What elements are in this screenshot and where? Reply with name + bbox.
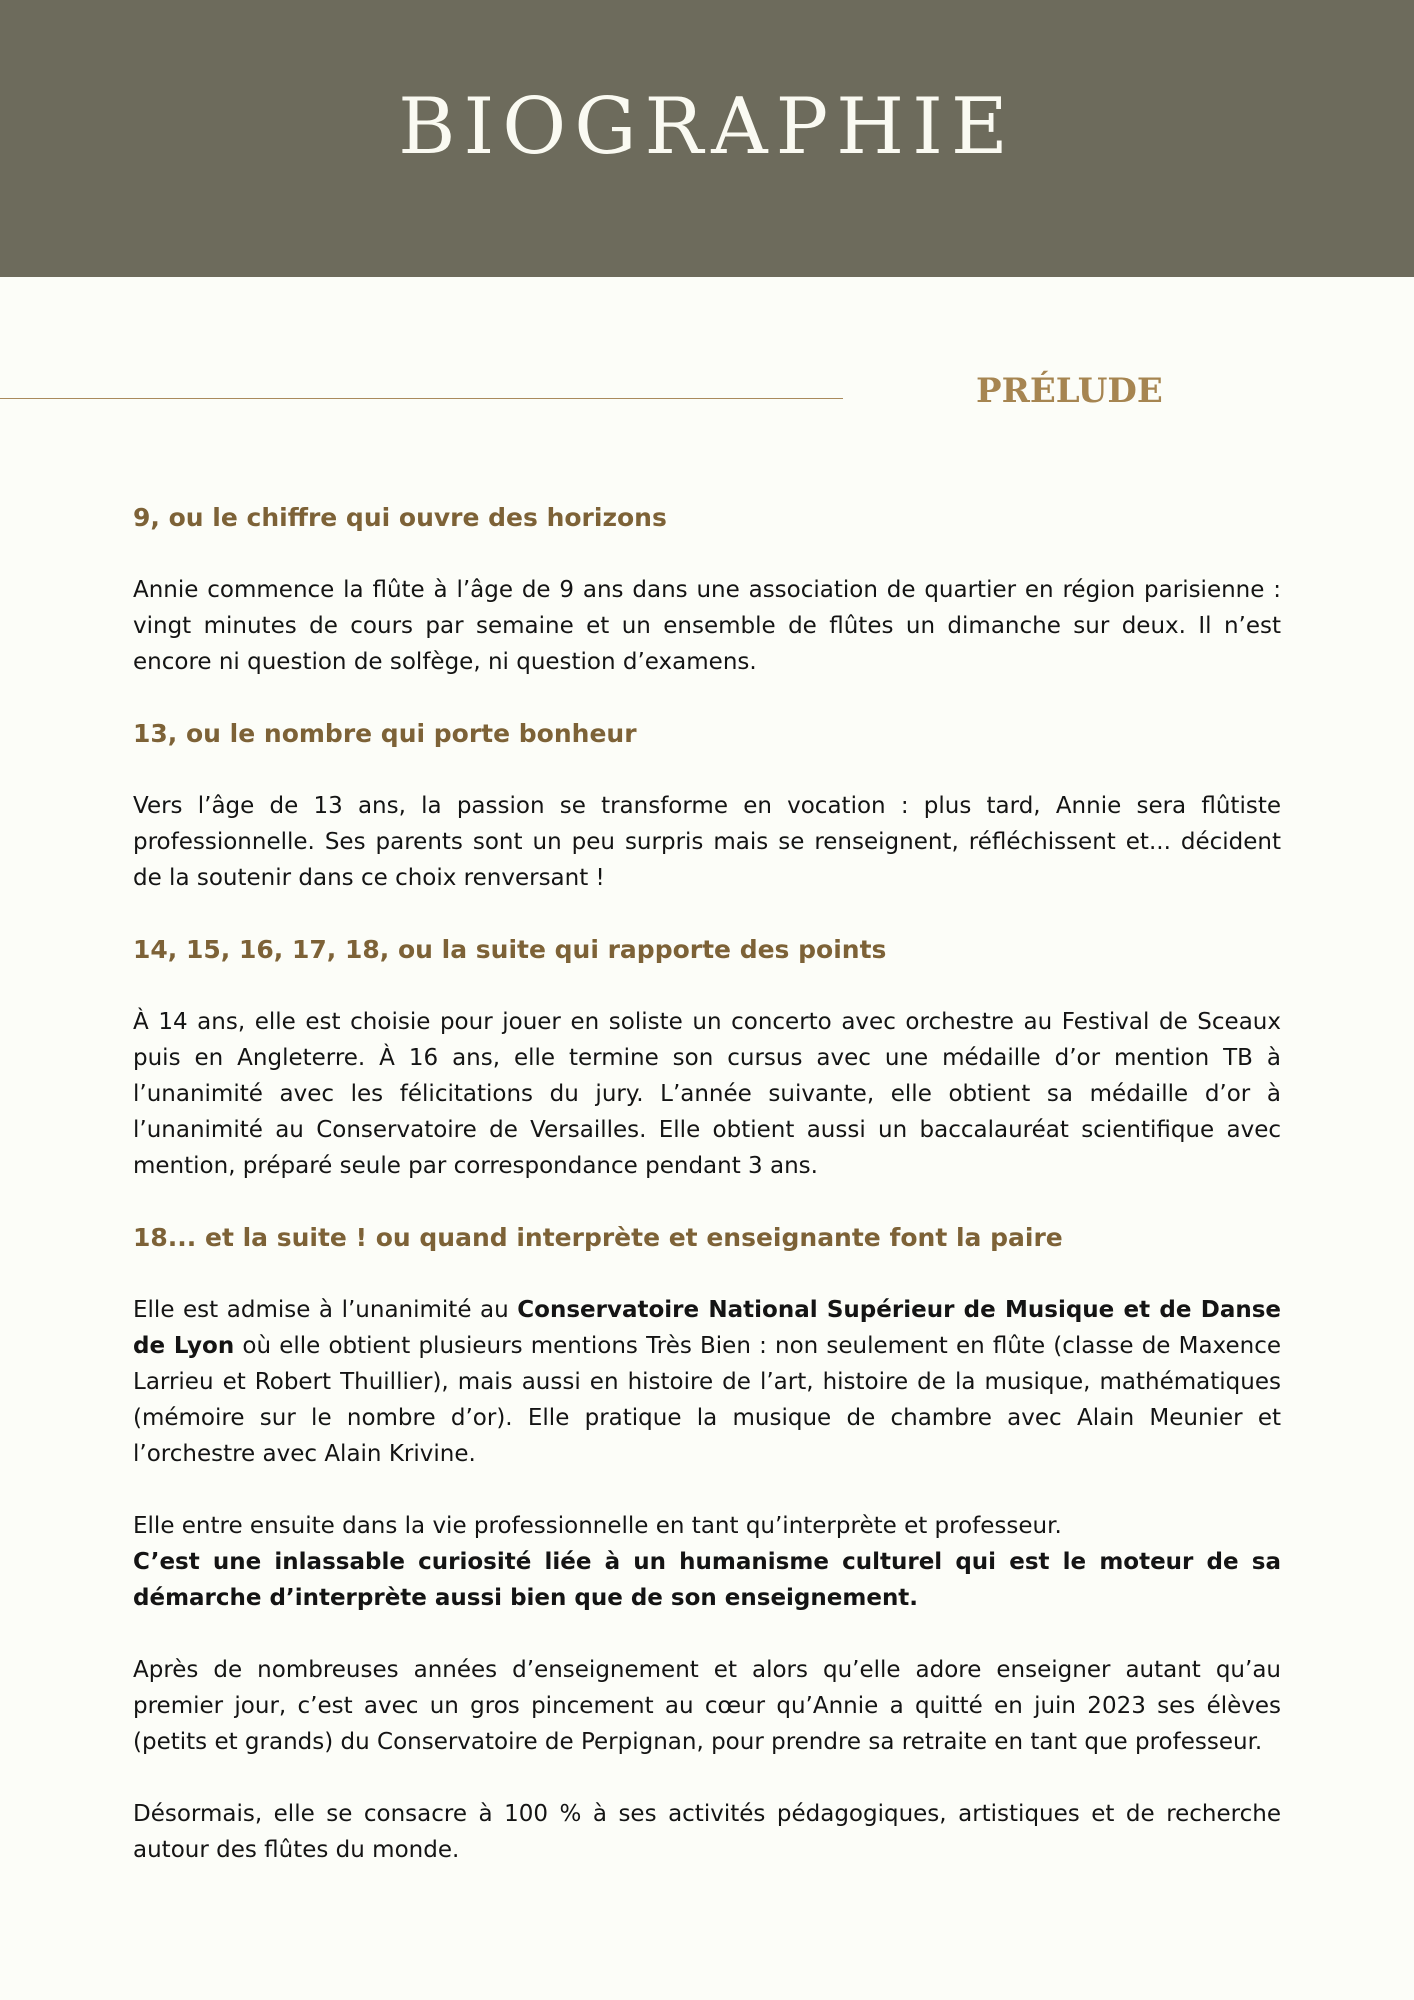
section-heading-13: 13, ou le nombre qui porte bonheur [133,719,637,748]
conservatoire-name: Conservatoire National Supérieur de Musique et de Danse de Lyon [133,1297,1282,1359]
retirement-paragraph: Après de nombreuses années d’enseignement et alors qu’elle adore enseigner autant qu’au premier jour, c’est avec un gros pincement au cœur qu’Annie a quitté en juin 2023 ses élèves (petits et grands) du Conservatoire de Perpignan, pour prendre sa retraite en tant que professeur. [133,1657,1281,1755]
text-segment: où elle obtient plusieurs mentions Très Bien : non seulement en flûte (classe de Maxence Larrieu et Robert Thuillier), mais aussi en histoire de l’art, histoire de la musique, mathématiques (mémoire sur le nombre d’or). Elle pratique la musique de chambre avec Alain Meunier et l’orchestre avec Alain Krivine. [133,1333,1281,1467]
section-text-9: Annie commence la flûte à l’âge de 9 ans dans une association de quartier en région parisienne : vingt minutes de cours par semaine et un ensemble de flûtes un dimanche sur deux. Il n’est encore ni question de solfège, ni question d’examens. [133,577,1281,675]
section-label: PRÉLUDE [976,371,1163,411]
section-heading-14-18: 14, 15, 16, 17, 18, ou la suite qui rapporte des points [133,935,887,964]
section-text-conservatoire [133,1292,1281,1472]
current-activities-paragraph: Désormais, elle se consacre à 100 % à ses activités pédagogiques, artistiques et de recherche autour des flûtes du monde. [133,1801,1281,1863]
section-heading-18-suite: 18... et la suite ! ou quand interprète et enseignante font la paire [133,1223,1063,1252]
section-divider [0,398,843,399]
section-heading-9: 9, ou le chiffre qui ouvre des horizons [133,503,667,532]
professional-life-line: Elle entre ensuite dans la vie professionnelle en tant qu’interprète et professeur. [133,1513,1062,1539]
biography-content [133,500,1281,1868]
section-text-13: Vers l’âge de 13 ans, la passion se transforme en vocation : plus tard, Annie sera flûtiste professionnelle. Ses parents sont un peu surpris mais se renseignent, réfléchissent et... décident de la soutenir dans ce choix renversant ! [133,793,1281,891]
text-segment: Elle est admise à l’unanimité au [133,1297,518,1323]
curiosity-statement: C’est une inlassable curiosité liée à un humanisme culturel qui est le moteur de sa démarche d’interprète aussi bien que de son enseignement. [133,1549,1281,1611]
section-text-14-18: À 14 ans, elle est choisie pour jouer en soliste un concerto avec orchestre au Festival de Sceaux puis en Angleterre. À 16 ans, elle termine son cursus avec une médaille d’or mention TB à l’unanimité avec les félicitations du jury. L’année suivante, elle obtient sa médaille d’or à l’unanimité au Conservatoire de Versailles. Elle obtient aussi un baccalauréat scientifique avec mention, préparé seule par correspondance pendant 3 ans. [133,1009,1281,1179]
page-title: BIOGRAPHIE [398,82,1016,172]
